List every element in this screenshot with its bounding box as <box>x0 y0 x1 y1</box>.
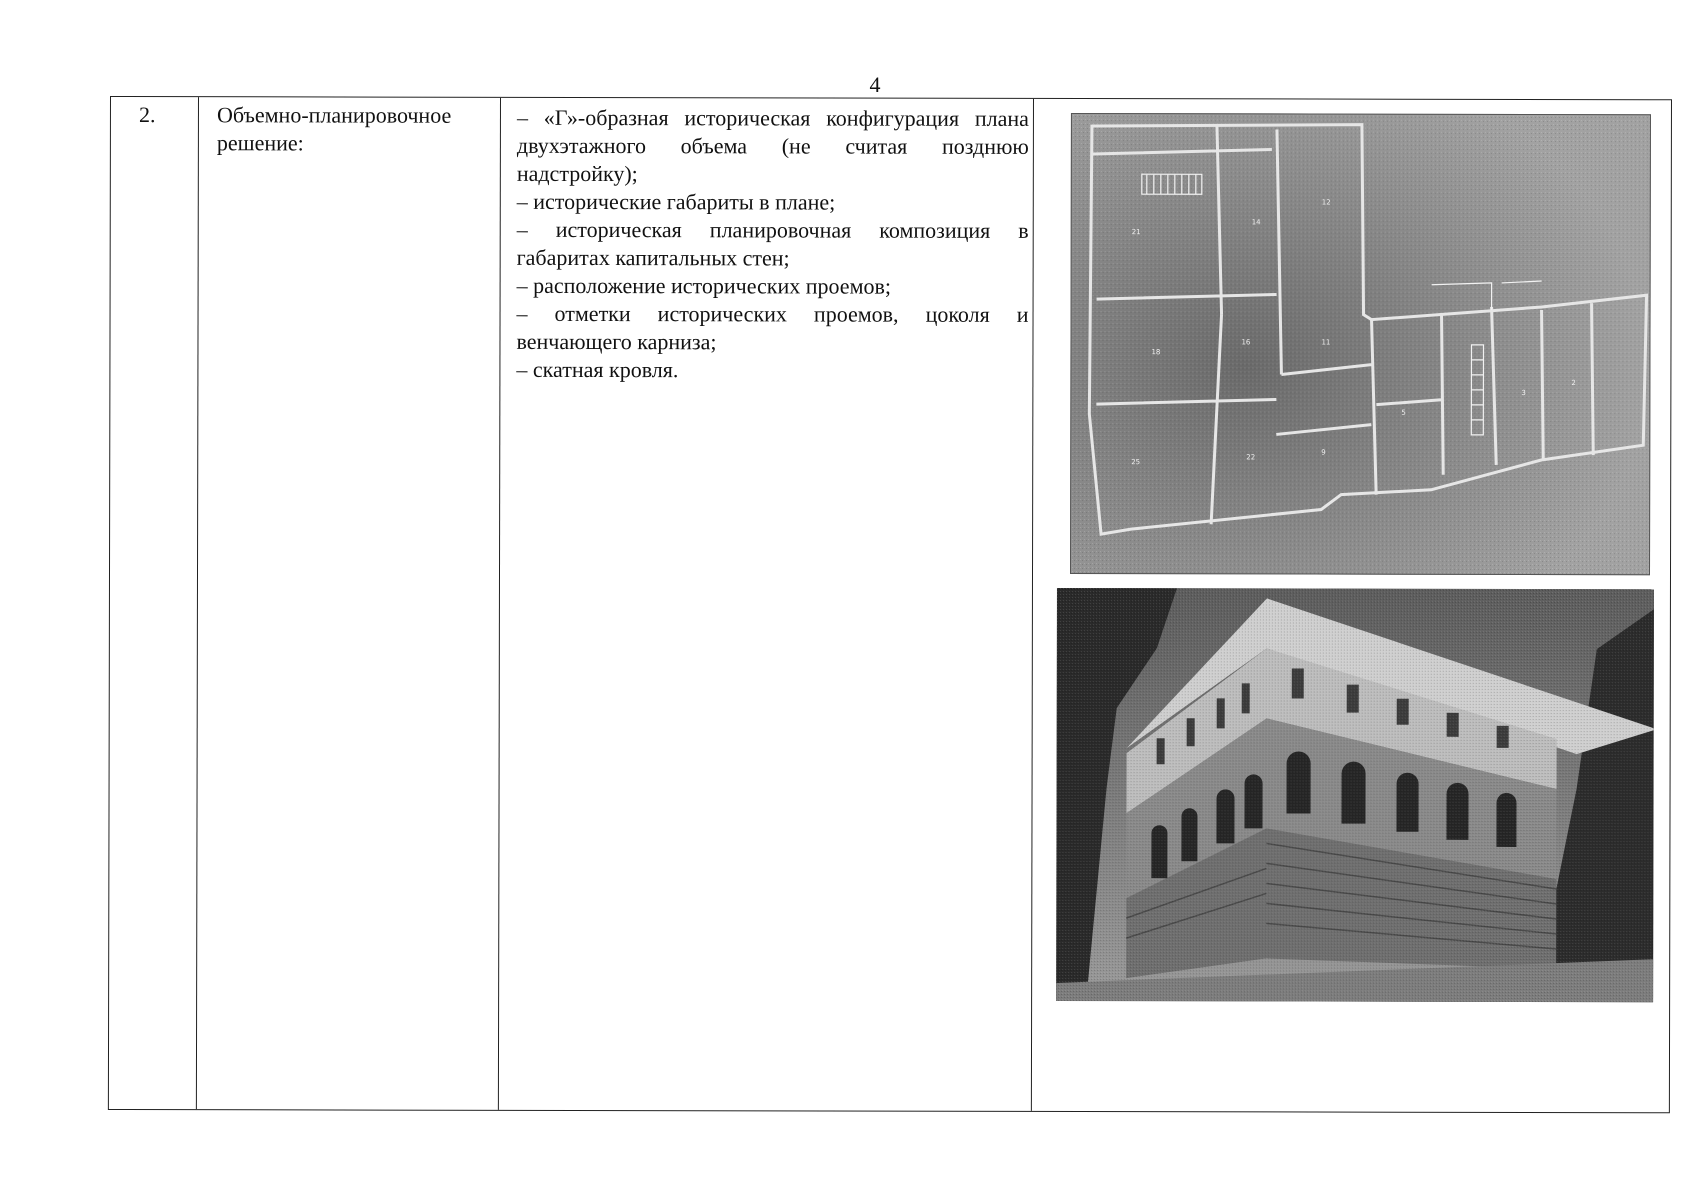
description-item: – отметки исторических проемов, цоколя и венчающего карниза; <box>516 300 1029 355</box>
cell-row-number <box>109 97 199 1109</box>
svg-text:2: 2 <box>1571 379 1576 388</box>
svg-text:16: 16 <box>1241 338 1251 347</box>
element-name-line1: Объемно-планировочное <box>216 102 452 128</box>
svg-text:22: 22 <box>1246 453 1256 462</box>
svg-text:5: 5 <box>1401 408 1406 417</box>
building-photo <box>1056 588 1654 1002</box>
cell-description <box>499 98 1034 1111</box>
svg-text:3: 3 <box>1521 388 1526 397</box>
page-number: 4 <box>869 72 881 97</box>
svg-text:9: 9 <box>1321 448 1326 457</box>
data-table <box>108 96 1672 1113</box>
description-item: – исторические габариты в плане; <box>516 188 836 215</box>
description-item: – расположение исторических проемов; <box>516 272 892 299</box>
element-name-line2: решение: <box>216 130 304 156</box>
svg-text:12: 12 <box>1321 198 1331 207</box>
element-name <box>217 101 487 158</box>
cell-illustrations <box>1032 99 1671 1112</box>
description-list <box>516 104 1029 385</box>
svg-text:14: 14 <box>1251 218 1261 227</box>
svg-text:11: 11 <box>1321 338 1331 347</box>
row-number: 2. <box>138 102 156 128</box>
description-item: – «Г»-образная историческая конфигурация плана двухэтажного объема (не считая позднюю надстройку); <box>516 104 1029 187</box>
description-item: – скатная кровля. <box>516 356 679 383</box>
cell-element-name <box>197 97 501 1110</box>
floor-plan-image <box>1070 113 1651 575</box>
svg-text:25: 25 <box>1131 458 1141 467</box>
description-item: – историческая планировочная композиция в габаритах капитальных стен; <box>516 216 1029 271</box>
svg-text:18: 18 <box>1151 348 1161 357</box>
svg-text:21: 21 <box>1131 228 1141 237</box>
